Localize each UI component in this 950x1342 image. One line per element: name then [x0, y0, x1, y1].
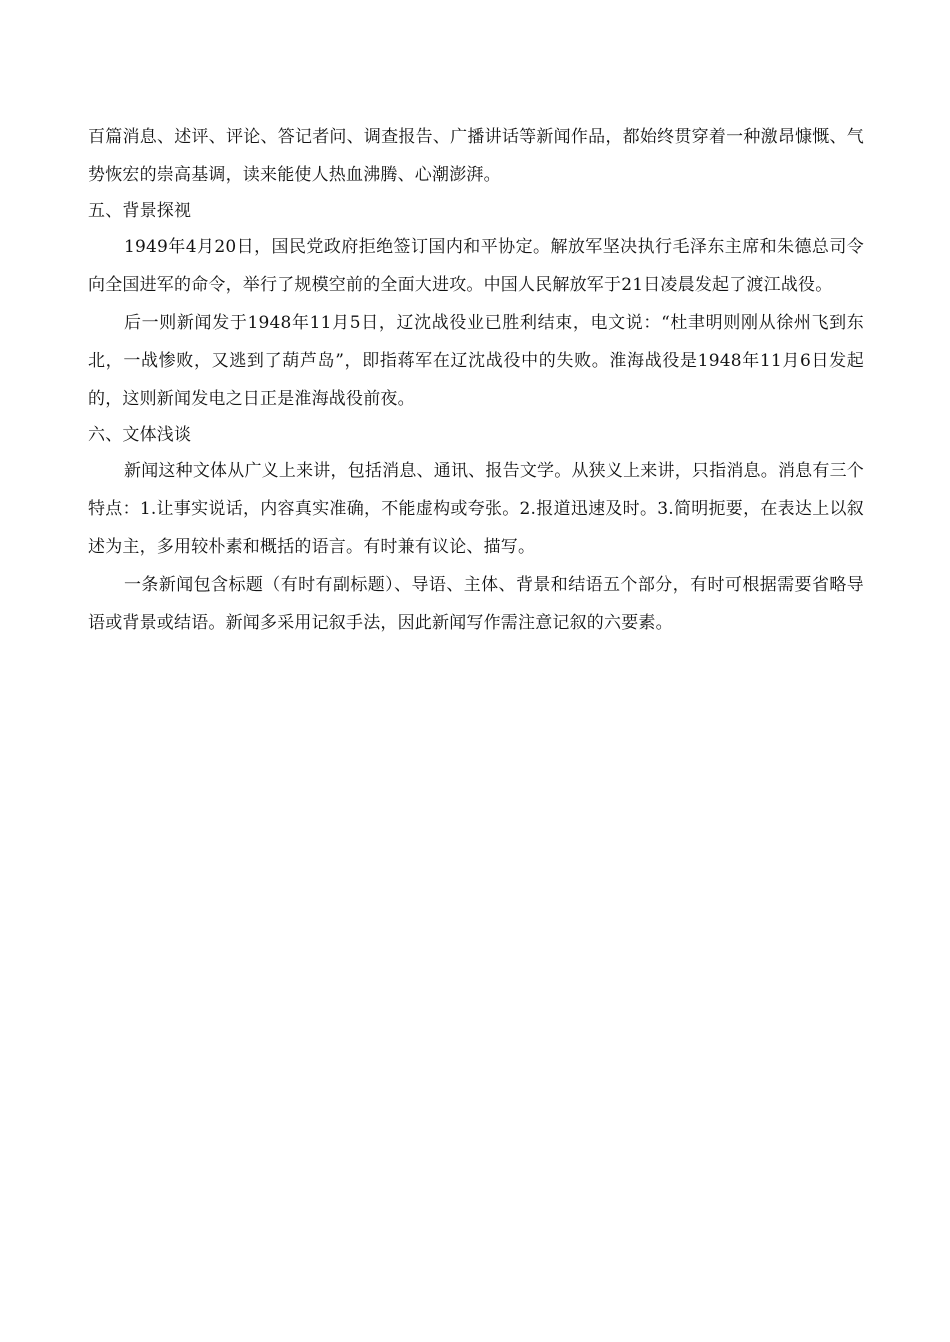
genre-paragraph-1: 新闻这种文体从广义上来讲，包括消息、通讯、报告文学。从狭义上来讲，只指消息。消息有三个特点：1.让事实说话，内容真实准确，不能虚构或夸张。2.报道迅速及时。3.简明扼要，在表达上以叙述为主，多用较朴素和概括的语言。有时兼有议论、描写。 — [88, 461, 864, 557]
background-paragraph-1: 1949年4月20日，国民党政府拒绝签订国内和平协定。解放军坚决执行毛泽东主席和朱德总司令向全国进军的命令，举行了规模空前的全面大进攻。中国人民解放军于21日凌晨发起了渡江战役。 — [88, 237, 864, 295]
section-heading-background: 五、背景探视 — [88, 201, 192, 221]
genre-paragraph-2: 一条新闻包含标题（有时有副标题）、导语、主体、背景和结语五个部分，有时可根据需要省略导语或背景或结语。新闻多采用记叙手法，因此新闻写作需注意记叙的六要素。 — [88, 575, 864, 633]
background-paragraph-2: 后一则新闻发于1948年11月5日，辽沈战役业已胜利结束，电文说：“杜聿明则刚从徐州飞到东北，一战惨败，又逃到了葫芦岛”，即指蒋军在辽沈战役中的失败。淮海战役是1948年11月6日发起的，这则新闻发电之日正是淮海战役前夜。 — [88, 313, 864, 409]
section-heading-genre: 六、文体浅谈 — [88, 425, 192, 445]
continuation-paragraph: 百篇消息、述评、评论、答记者问、调查报告、广播讲话等新闻作品，都始终贯穿着一种激昂慷慨、气势恢宏的崇高基调，读来能使人热血沸腾、心潮澎湃。 — [88, 127, 864, 185]
document-page — [88, 118, 864, 642]
